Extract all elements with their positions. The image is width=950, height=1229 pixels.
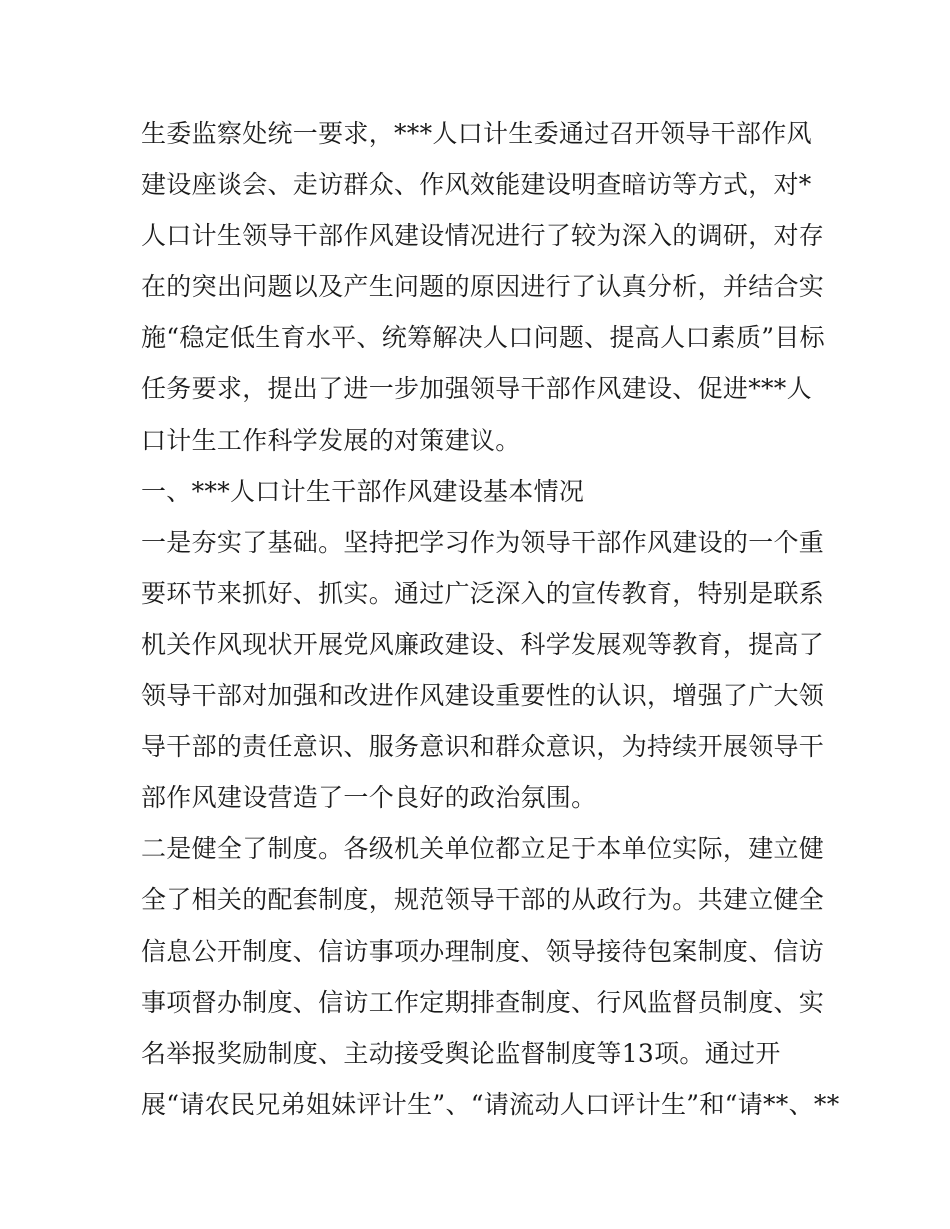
text-line: 在的突出问题以及产生问题的原因进行了认真分析，并结合实	[141, 272, 825, 302]
text-line: 要环节来抓好、抓实。通过广泛深入的宣传教育，特别是联系	[141, 578, 825, 608]
text-line: 二是健全了制度。各级机关单位都立足于本单位实际，建立健	[141, 834, 825, 864]
text-line: 生委监察处统一要求，***人口计生委通过召开领导干部作风	[141, 119, 812, 148]
text-line: 导干部的责任意识、服务意识和群众意识，为持续开展领导干	[141, 732, 825, 762]
text-line: 全了相关的配套制度，规范领导干部的从政行为。共建立健全	[141, 885, 825, 915]
text-line: 口计生工作科学发展的对策建议。	[141, 425, 521, 455]
text-line: 人口计生领导干部作风建设情况进行了较为深入的调研，对存	[141, 221, 825, 251]
text-line: 机关作风现状开展党风廉政建设、科学发展观等教育，提高了	[141, 629, 825, 659]
text-line: 信息公开制度、信访事项办理制度、领导接待包案制度、信访	[141, 936, 825, 966]
text-line: 一是夯实了基础。坚持把学习作为领导干部作风建设的一个重	[141, 527, 825, 557]
text-line: 领导干部对加强和改进作风建设重要性的认识，增强了广大领	[141, 681, 825, 711]
text-line: 施“稳定低生育水平、统筹解决人口问题、提高人口素质”目标	[141, 323, 825, 353]
text-line: 展“请农民兄弟姐妹评计生”、“请流动人口评计生”和“请**、**	[141, 1089, 840, 1119]
text-line: 事项督办制度、信访工作定期排查制度、行风监督员制度、实	[141, 987, 825, 1017]
document-body	[141, 108, 840, 1130]
text-line: 部作风建设营造了一个良好的政治氛围。	[141, 783, 597, 813]
text-line: 名举报奖励制度、主动接受舆论监督制度等13项。通过开	[141, 1038, 781, 1068]
text-line: 任务要求，提出了进一步加强领导干部作风建设、促进***人	[141, 374, 812, 404]
section-heading: 一、***人口计生干部作风建设基本情况	[141, 476, 585, 506]
text-line: 建设座谈会、走访群众、作风效能建设明查暗访等方式，对*	[141, 170, 812, 200]
